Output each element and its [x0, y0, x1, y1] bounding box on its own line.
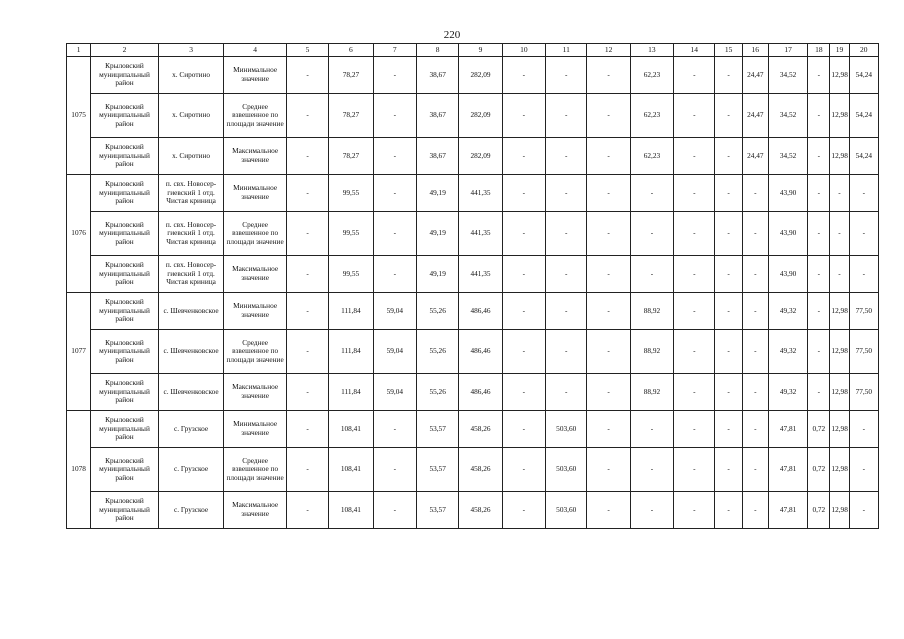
- cell-col-15: -: [715, 57, 742, 94]
- column-header-10: 10: [502, 44, 545, 57]
- cell-col-19: 12,98: [830, 94, 849, 138]
- cell-col-5: -: [286, 212, 328, 256]
- cell-col-10: -: [502, 212, 545, 256]
- cell-col-11: -: [546, 330, 587, 374]
- cell-col-13: 88,92: [630, 293, 673, 330]
- cell-col-9: 282,09: [459, 94, 502, 138]
- cell-col-4: Минимальное значение: [224, 411, 287, 448]
- cell-col-14: -: [674, 448, 715, 492]
- column-header-9: 9: [459, 44, 502, 57]
- cell-col-12: -: [587, 330, 630, 374]
- cell-col-4: Максимальное значение: [224, 138, 287, 175]
- cell-col-20: 77,50: [849, 330, 878, 374]
- cell-col-20: -: [849, 175, 878, 212]
- cell-col-9: 458,26: [459, 448, 502, 492]
- cell-col-20: -: [849, 411, 878, 448]
- cell-col-12: -: [587, 212, 630, 256]
- row-group-id: 1076: [67, 175, 91, 293]
- cell-col-17: 34,52: [768, 57, 807, 94]
- cell-col-5: -: [286, 293, 328, 330]
- cell-col-7: -: [373, 411, 416, 448]
- cell-col-6: 78,27: [329, 94, 373, 138]
- cell-col-18: -: [808, 330, 830, 374]
- cell-col-11: 503,60: [546, 448, 587, 492]
- cell-col-6: 111,84: [329, 374, 373, 411]
- cell-col-15: -: [715, 138, 742, 175]
- cell-col-6: 111,84: [329, 293, 373, 330]
- column-header-19: 19: [830, 44, 849, 57]
- cell-col-9: 486,46: [459, 330, 502, 374]
- cell-col-2: Крыловский муниципальный район: [91, 94, 159, 138]
- cell-col-2: Крыловский муниципальный район: [91, 330, 159, 374]
- cell-col-17: 47,81: [768, 411, 807, 448]
- cell-col-7: -: [373, 57, 416, 94]
- cell-col-13: 88,92: [630, 330, 673, 374]
- cell-col-2: Крыловский муниципальный район: [91, 212, 159, 256]
- cell-col-14: -: [674, 138, 715, 175]
- cell-col-15: -: [715, 492, 742, 529]
- column-header-8: 8: [416, 44, 458, 57]
- cell-col-9: 441,35: [459, 175, 502, 212]
- cell-col-8: 49,19: [416, 175, 458, 212]
- column-header-12: 12: [587, 44, 630, 57]
- cell-col-6: 78,27: [329, 57, 373, 94]
- cell-col-4: Максимальное значение: [224, 492, 287, 529]
- cell-col-8: 53,57: [416, 411, 458, 448]
- column-header-18: 18: [808, 44, 830, 57]
- cell-col-4: Максимальное значение: [224, 374, 287, 411]
- cell-col-7: -: [373, 448, 416, 492]
- cell-col-20: 77,50: [849, 293, 878, 330]
- column-header-16: 16: [742, 44, 768, 57]
- cell-col-11: -: [546, 256, 587, 293]
- cell-col-10: -: [502, 175, 545, 212]
- cell-col-15: -: [715, 212, 742, 256]
- cell-col-8: 53,57: [416, 448, 458, 492]
- cell-col-19: 12,98: [830, 411, 849, 448]
- cell-col-3: п. свх. Новосер-гиевский 1 отд. Чистая криница: [158, 175, 224, 212]
- cell-col-19: 12,98: [830, 330, 849, 374]
- cell-col-16: -: [742, 293, 768, 330]
- cell-col-11: 503,60: [546, 492, 587, 529]
- column-header-2: 2: [91, 44, 159, 57]
- table-body: [67, 57, 879, 529]
- cell-col-20: 54,24: [849, 138, 878, 175]
- cell-col-11: -: [546, 94, 587, 138]
- cell-col-2: Крыловский муниципальный район: [91, 256, 159, 293]
- cell-col-18: 0,72: [808, 411, 830, 448]
- cell-col-13: -: [630, 175, 673, 212]
- column-header-11: 11: [546, 44, 587, 57]
- cell-col-6: 108,41: [329, 448, 373, 492]
- cell-col-18: -: [808, 57, 830, 94]
- cell-col-11: -: [546, 374, 587, 411]
- cell-col-15: -: [715, 94, 742, 138]
- table-row: [67, 94, 879, 138]
- cell-col-17: 47,81: [768, 448, 807, 492]
- cell-col-4: Среднее взвешенное по площади значение: [224, 330, 287, 374]
- cell-col-5: -: [286, 138, 328, 175]
- cell-col-12: -: [587, 411, 630, 448]
- cell-col-15: -: [715, 374, 742, 411]
- cell-col-12: -: [587, 175, 630, 212]
- table-row: [67, 138, 879, 175]
- cell-col-6: 99,55: [329, 212, 373, 256]
- row-group-id: 1075: [67, 57, 91, 175]
- cell-col-19: -: [830, 256, 849, 293]
- cell-col-10: -: [502, 330, 545, 374]
- cell-col-17: 43,90: [768, 175, 807, 212]
- cell-col-14: -: [674, 57, 715, 94]
- cell-col-3: с. Грузское: [158, 448, 224, 492]
- cell-col-16: -: [742, 411, 768, 448]
- cell-col-2: Крыловский муниципальный район: [91, 175, 159, 212]
- cell-col-18: -: [808, 138, 830, 175]
- cell-col-9: 441,35: [459, 256, 502, 293]
- cell-col-7: 59,04: [373, 330, 416, 374]
- cell-col-2: Крыловский муниципальный район: [91, 411, 159, 448]
- cell-col-6: 108,41: [329, 492, 373, 529]
- cell-col-17: 47,81: [768, 492, 807, 529]
- column-header-4: 4: [224, 44, 287, 57]
- cell-col-15: -: [715, 448, 742, 492]
- cell-col-9: 282,09: [459, 138, 502, 175]
- cell-col-19: -: [830, 212, 849, 256]
- cell-col-2: Крыловский муниципальный район: [91, 57, 159, 94]
- cell-col-5: -: [286, 57, 328, 94]
- table-row: [67, 411, 879, 448]
- column-header-1: 1: [67, 44, 91, 57]
- cell-col-13: -: [630, 492, 673, 529]
- cell-col-5: -: [286, 175, 328, 212]
- cell-col-11: -: [546, 293, 587, 330]
- cell-col-19: 12,98: [830, 293, 849, 330]
- cell-col-18: 0,72: [808, 492, 830, 529]
- cell-col-14: -: [674, 374, 715, 411]
- cell-col-13: 88,92: [630, 374, 673, 411]
- cell-col-7: -: [373, 256, 416, 293]
- cell-col-20: -: [849, 256, 878, 293]
- cell-col-7: 59,04: [373, 374, 416, 411]
- cell-col-8: 49,19: [416, 212, 458, 256]
- cell-col-6: 78,27: [329, 138, 373, 175]
- table-row: [67, 448, 879, 492]
- cell-col-17: 43,90: [768, 256, 807, 293]
- cell-col-16: 24,47: [742, 138, 768, 175]
- cell-col-12: -: [587, 138, 630, 175]
- cell-col-5: -: [286, 330, 328, 374]
- cell-col-16: 24,47: [742, 94, 768, 138]
- cell-col-10: -: [502, 293, 545, 330]
- table-row: [67, 492, 879, 529]
- cell-col-7: -: [373, 492, 416, 529]
- cell-col-9: 458,26: [459, 492, 502, 529]
- column-header-14: 14: [674, 44, 715, 57]
- cell-col-5: -: [286, 492, 328, 529]
- cell-col-9: 282,09: [459, 57, 502, 94]
- cell-col-7: -: [373, 175, 416, 212]
- cell-col-18: -: [808, 212, 830, 256]
- cell-col-2: Крыловский муниципальный район: [91, 492, 159, 529]
- cell-col-3: с. Грузское: [158, 492, 224, 529]
- cell-col-2: Крыловский муниципальный район: [91, 293, 159, 330]
- cell-col-20: 77,50: [849, 374, 878, 411]
- cell-col-13: -: [630, 256, 673, 293]
- cell-col-15: -: [715, 293, 742, 330]
- cell-col-20: -: [849, 492, 878, 529]
- cell-col-3: с. Шевченковское: [158, 293, 224, 330]
- table-row: [67, 256, 879, 293]
- cell-col-8: 38,67: [416, 94, 458, 138]
- cell-col-8: 49,19: [416, 256, 458, 293]
- cell-col-14: -: [674, 411, 715, 448]
- cell-col-6: 99,55: [329, 175, 373, 212]
- cell-col-12: -: [587, 374, 630, 411]
- cell-col-9: 458,26: [459, 411, 502, 448]
- cell-col-16: 24,47: [742, 57, 768, 94]
- cell-col-14: -: [674, 293, 715, 330]
- data-table: [66, 43, 879, 529]
- cell-col-10: -: [502, 57, 545, 94]
- cell-col-6: 99,55: [329, 256, 373, 293]
- cell-col-3: х. Сиротино: [158, 138, 224, 175]
- table-row: [67, 330, 879, 374]
- cell-col-4: Максимальное значение: [224, 256, 287, 293]
- column-header-13: 13: [630, 44, 673, 57]
- cell-col-3: с. Грузское: [158, 411, 224, 448]
- cell-col-10: -: [502, 94, 545, 138]
- cell-col-4: Минимальное значение: [224, 175, 287, 212]
- cell-col-18: -: [808, 256, 830, 293]
- cell-col-19: 12,98: [830, 57, 849, 94]
- cell-col-4: Минимальное значение: [224, 57, 287, 94]
- cell-col-18: 0,72: [808, 448, 830, 492]
- cell-col-12: -: [587, 57, 630, 94]
- cell-col-9: 441,35: [459, 212, 502, 256]
- cell-col-15: -: [715, 411, 742, 448]
- cell-col-19: 12,98: [830, 374, 849, 411]
- cell-col-8: 55,26: [416, 330, 458, 374]
- cell-col-2: Крыловский муниципальный район: [91, 374, 159, 411]
- cell-col-14: -: [674, 256, 715, 293]
- cell-col-7: -: [373, 138, 416, 175]
- cell-col-5: -: [286, 374, 328, 411]
- cell-col-5: -: [286, 448, 328, 492]
- cell-col-10: -: [502, 374, 545, 411]
- cell-col-9: 486,46: [459, 293, 502, 330]
- cell-col-8: 55,26: [416, 293, 458, 330]
- column-header-5: 5: [286, 44, 328, 57]
- cell-col-4: Среднее взвешенное по площади значение: [224, 212, 287, 256]
- cell-col-17: 49,32: [768, 330, 807, 374]
- cell-col-7: 59,04: [373, 293, 416, 330]
- row-group-id: 1078: [67, 411, 91, 529]
- cell-col-17: 43,90: [768, 212, 807, 256]
- cell-col-15: -: [715, 256, 742, 293]
- cell-col-8: 55,26: [416, 374, 458, 411]
- cell-col-8: 38,67: [416, 138, 458, 175]
- cell-col-15: -: [715, 330, 742, 374]
- cell-col-14: -: [674, 175, 715, 212]
- table-row: [67, 175, 879, 212]
- cell-col-7: -: [373, 94, 416, 138]
- cell-col-3: п. свх. Новосер-гиевский 1 отд. Чистая криница: [158, 212, 224, 256]
- cell-col-17: 34,52: [768, 138, 807, 175]
- cell-col-11: -: [546, 175, 587, 212]
- cell-col-14: -: [674, 94, 715, 138]
- cell-col-20: -: [849, 448, 878, 492]
- cell-col-12: -: [587, 94, 630, 138]
- cell-col-9: 486,46: [459, 374, 502, 411]
- cell-col-5: -: [286, 94, 328, 138]
- cell-col-19: 12,98: [830, 492, 849, 529]
- cell-col-6: 108,41: [329, 411, 373, 448]
- cell-col-16: -: [742, 374, 768, 411]
- cell-col-6: 111,84: [329, 330, 373, 374]
- cell-col-13: -: [630, 212, 673, 256]
- header-row: [67, 44, 879, 57]
- cell-col-10: -: [502, 256, 545, 293]
- cell-col-10: -: [502, 448, 545, 492]
- cell-col-11: -: [546, 138, 587, 175]
- cell-col-5: -: [286, 256, 328, 293]
- cell-col-20: 54,24: [849, 94, 878, 138]
- cell-col-13: -: [630, 411, 673, 448]
- cell-col-4: Среднее взвешенное по площади значение: [224, 94, 287, 138]
- cell-col-19: 12,98: [830, 448, 849, 492]
- cell-col-16: -: [742, 330, 768, 374]
- cell-col-14: -: [674, 330, 715, 374]
- cell-col-19: 12,98: [830, 138, 849, 175]
- column-header-17: 17: [768, 44, 807, 57]
- cell-col-13: 62,23: [630, 57, 673, 94]
- cell-col-2: Крыловский муниципальный район: [91, 448, 159, 492]
- cell-col-18: -: [808, 175, 830, 212]
- cell-col-4: Среднее взвешенное по площади значение: [224, 448, 287, 492]
- cell-col-17: 34,52: [768, 94, 807, 138]
- column-header-7: 7: [373, 44, 416, 57]
- cell-col-12: -: [587, 293, 630, 330]
- cell-col-15: -: [715, 175, 742, 212]
- cell-col-13: 62,23: [630, 138, 673, 175]
- cell-col-10: -: [502, 138, 545, 175]
- cell-col-14: -: [674, 212, 715, 256]
- column-header-20: 20: [849, 44, 878, 57]
- cell-col-13: -: [630, 448, 673, 492]
- column-header-6: 6: [329, 44, 373, 57]
- cell-col-11: -: [546, 57, 587, 94]
- cell-col-2: Крыловский муниципальный район: [91, 138, 159, 175]
- table-row: [67, 293, 879, 330]
- cell-col-16: -: [742, 448, 768, 492]
- row-group-id: 1077: [67, 293, 91, 411]
- page-number: 220: [443, 29, 461, 41]
- cell-col-7: -: [373, 212, 416, 256]
- cell-col-3: с. Шевченковское: [158, 330, 224, 374]
- cell-col-17: 49,32: [768, 293, 807, 330]
- cell-col-14: -: [674, 492, 715, 529]
- cell-col-4: Минимальное значение: [224, 293, 287, 330]
- cell-col-20: -: [849, 212, 878, 256]
- cell-col-17: 49,32: [768, 374, 807, 411]
- cell-col-8: 53,57: [416, 492, 458, 529]
- cell-col-10: -: [502, 492, 545, 529]
- table-row: [67, 212, 879, 256]
- cell-col-13: 62,23: [630, 94, 673, 138]
- cell-col-16: -: [742, 492, 768, 529]
- cell-col-18: -: [808, 94, 830, 138]
- cell-col-20: 54,24: [849, 57, 878, 94]
- cell-col-11: 503,60: [546, 411, 587, 448]
- table-row: [67, 57, 879, 94]
- cell-col-11: -: [546, 212, 587, 256]
- cell-col-19: -: [830, 175, 849, 212]
- column-header-15: 15: [715, 44, 742, 57]
- cell-col-18: -: [808, 374, 830, 411]
- cell-col-3: х. Сиротино: [158, 94, 224, 138]
- cell-col-16: -: [742, 175, 768, 212]
- cell-col-12: -: [587, 448, 630, 492]
- cell-col-3: х. Сиротино: [158, 57, 224, 94]
- cell-col-5: -: [286, 411, 328, 448]
- cell-col-12: -: [587, 256, 630, 293]
- cell-col-3: с. Шевченковское: [158, 374, 224, 411]
- table-row: [67, 374, 879, 411]
- cell-col-8: 38,67: [416, 57, 458, 94]
- column-header-3: 3: [158, 44, 224, 57]
- cell-col-12: -: [587, 492, 630, 529]
- cell-col-16: -: [742, 256, 768, 293]
- cell-col-10: -: [502, 411, 545, 448]
- cell-col-3: п. свх. Новосер-гиевский 1 отд. Чистая криница: [158, 256, 224, 293]
- cell-col-18: -: [808, 293, 830, 330]
- cell-col-16: -: [742, 212, 768, 256]
